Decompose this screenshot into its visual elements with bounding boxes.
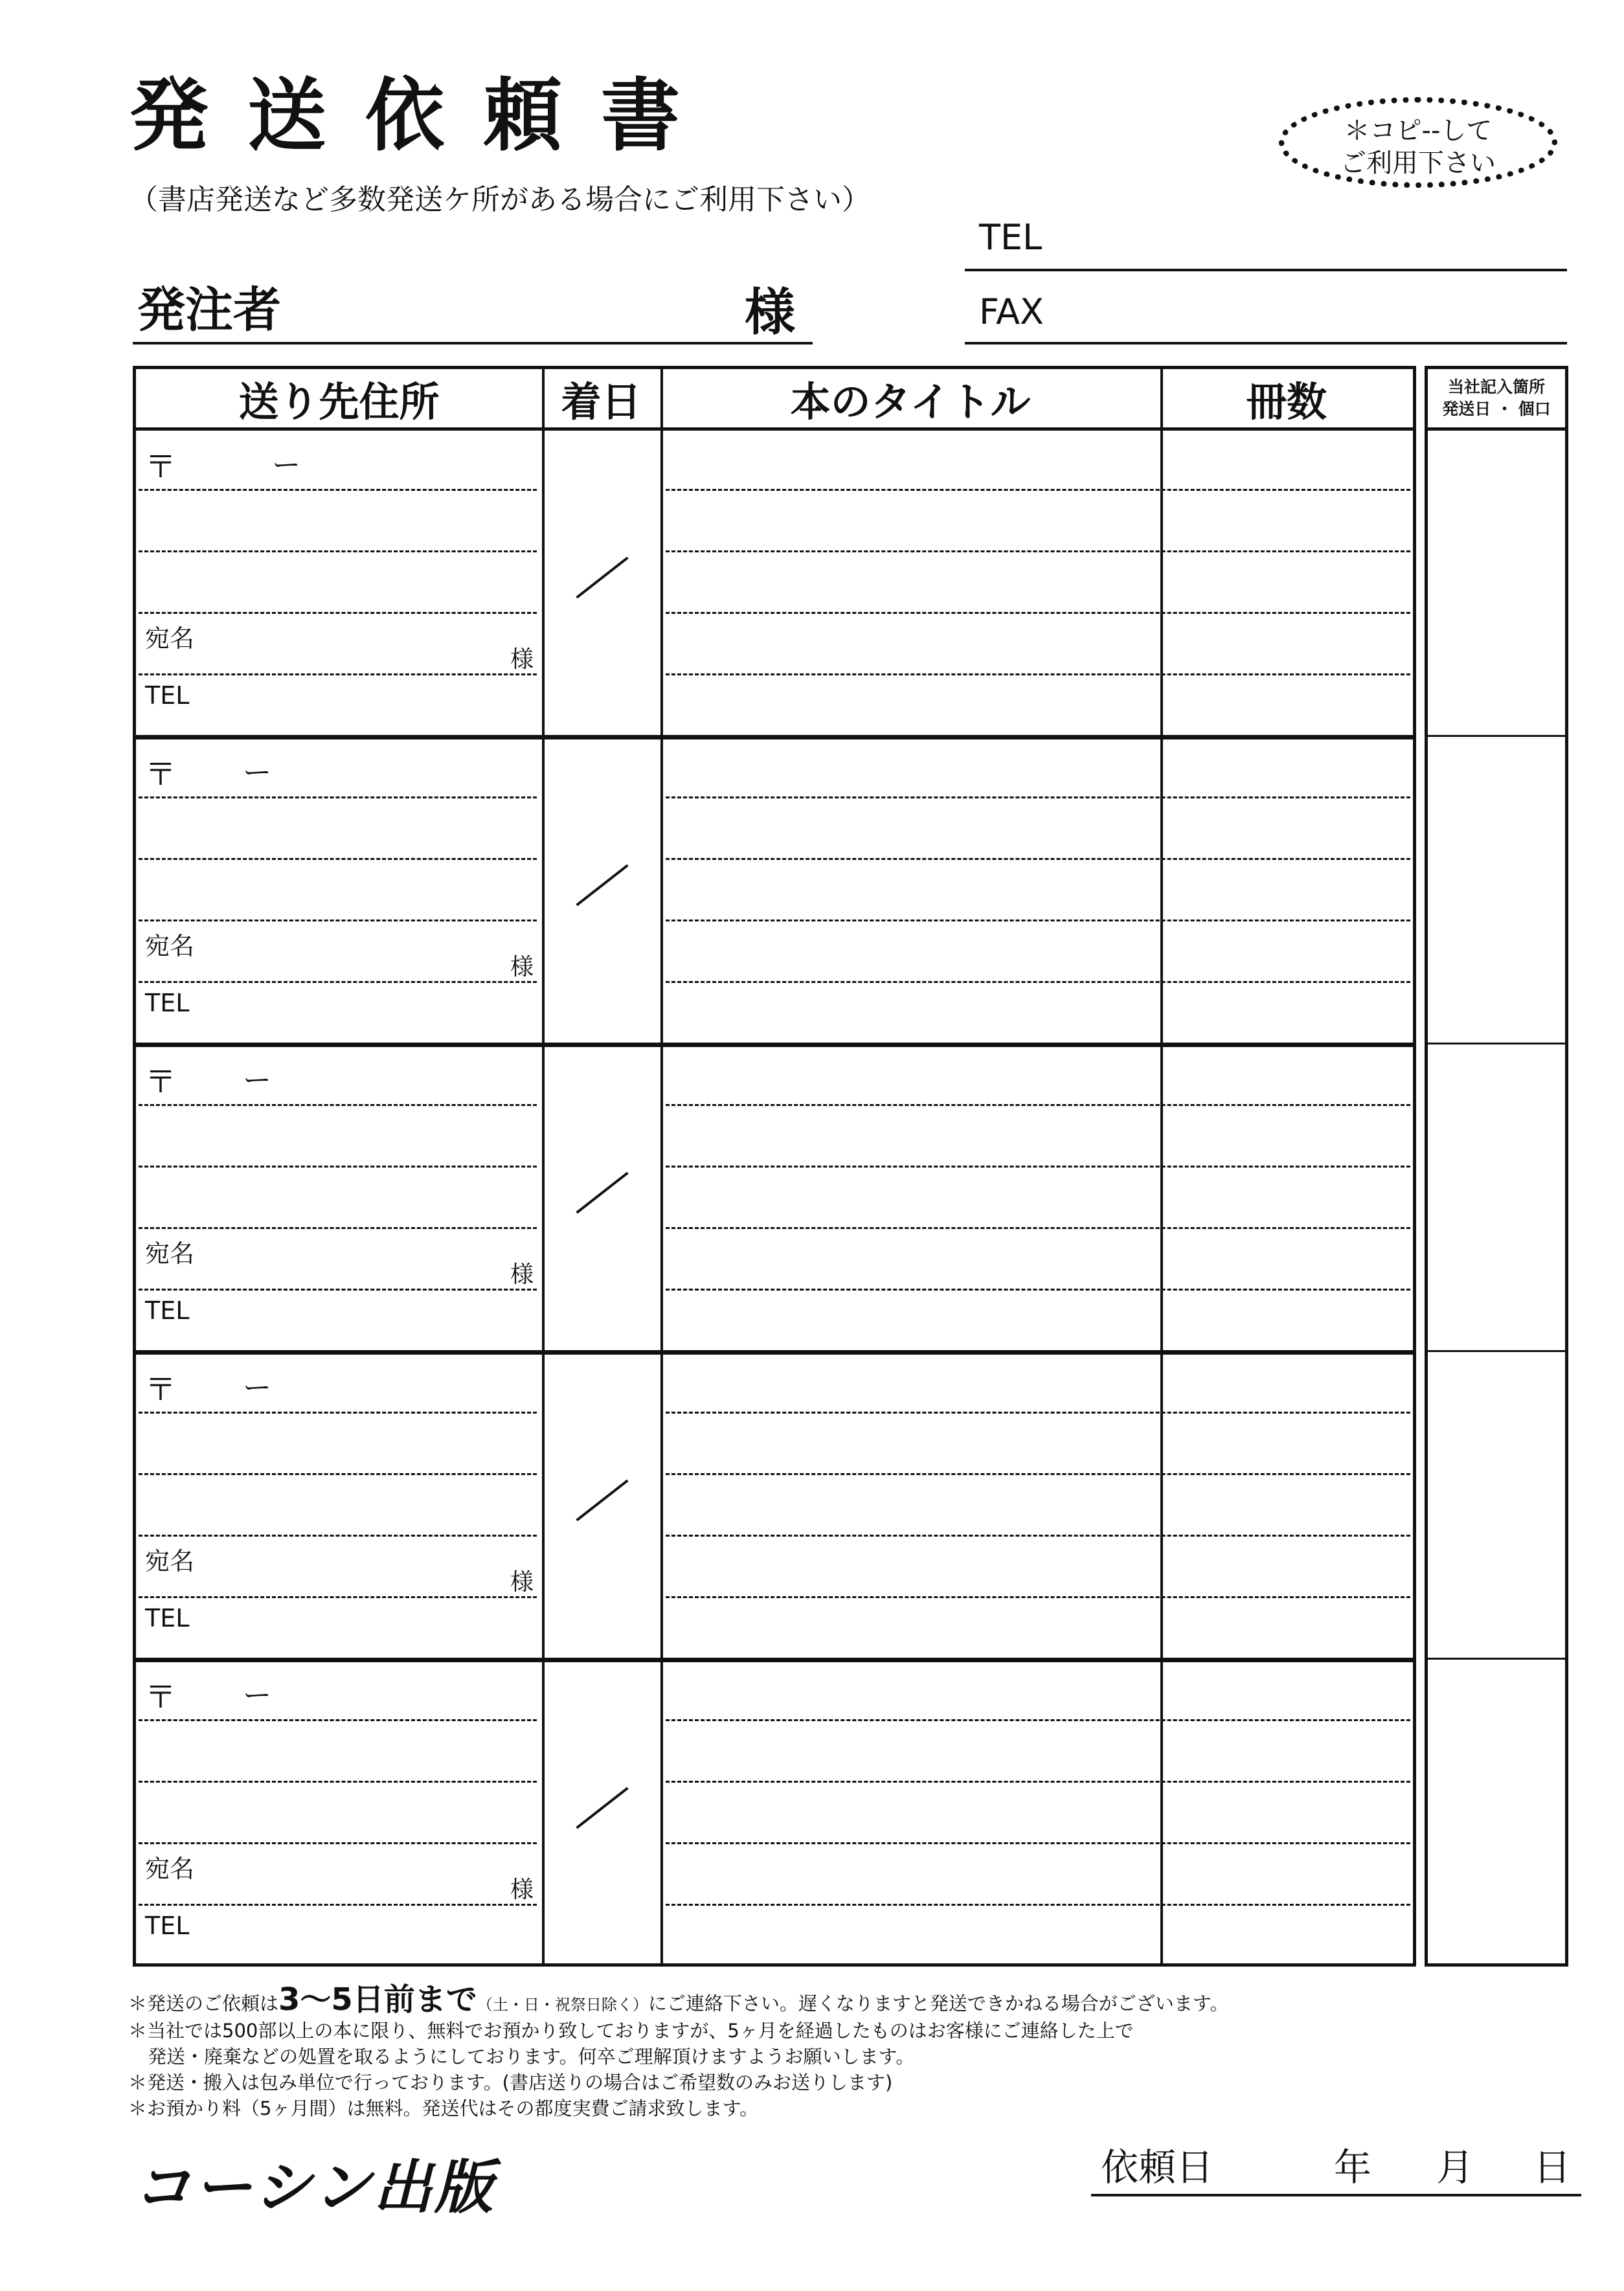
addressee-label: 宛名 — [145, 1855, 195, 1883]
title-rule — [666, 1166, 1410, 1168]
title-rule — [666, 550, 1410, 552]
request-date — [1101, 2137, 1573, 2195]
note-line-2: ＊当社では500部以上の本に限り、無料でお預かり致しておりますが、5ヶ月を経過したものはお客様にご連絡した上で — [128, 2020, 1134, 2042]
entry-divider — [136, 1350, 1413, 1355]
address-rule — [139, 673, 537, 675]
recipient-tel-field[interactable] — [207, 984, 534, 1033]
note-line-1-prefix: ＊発送のご依頼は — [128, 1992, 279, 2015]
postal-code-dash: ー — [243, 756, 271, 789]
title-rule — [666, 1289, 1410, 1291]
recipient-tel-label: TEL — [145, 1912, 190, 1940]
title-rule — [666, 1596, 1410, 1598]
office-use-divider — [1428, 1043, 1565, 1044]
postal-code-field[interactable] — [175, 1360, 531, 1405]
address-rule — [139, 920, 537, 921]
header-copies: 冊数 — [1246, 378, 1327, 425]
address-rule — [139, 1289, 537, 1291]
address-rule — [139, 1904, 537, 1906]
office-use-divider — [1428, 1658, 1565, 1660]
addressee-honorific: 様 — [510, 1877, 534, 1903]
address-rule — [139, 1412, 537, 1414]
header-address: 送り先住所 — [238, 378, 440, 425]
column-divider — [660, 369, 663, 1963]
orderer-label: 発注者 — [137, 282, 281, 338]
address-rule — [139, 1719, 537, 1721]
title-rule — [666, 1719, 1410, 1721]
arrival-date-field[interactable] — [550, 1363, 654, 1642]
publisher-logo: コーシン出版 — [133, 2154, 495, 2222]
orderer-fax-field[interactable] — [965, 342, 1567, 344]
postal-code-field[interactable] — [175, 1667, 531, 1713]
office-use-cell[interactable] — [1434, 434, 1559, 728]
notes-section — [128, 1981, 1229, 2121]
header-book-title: 本のタイトル — [790, 378, 1031, 425]
address-rule — [139, 612, 537, 614]
address-rule — [139, 489, 537, 491]
title-rule — [666, 1781, 1410, 1783]
request-date-field[interactable] — [1091, 2194, 1581, 2196]
recipient-tel-field[interactable] — [207, 1599, 534, 1648]
request-date-month: 月 — [1436, 2145, 1474, 2189]
arrival-date-field[interactable] — [550, 748, 654, 1026]
postal-mark: 〒 — [145, 756, 177, 793]
address-field[interactable] — [141, 492, 536, 609]
office-use-header-divider — [1428, 427, 1565, 431]
entry-divider — [136, 1043, 1413, 1047]
entry-divider — [136, 735, 1413, 739]
recipient-tel-label: TEL — [145, 1296, 190, 1325]
note-line-1-suffix: にご連絡下さい。遅くなりますと発送できかねる場合がございます。 — [648, 1992, 1229, 2015]
office-use-divider — [1428, 735, 1565, 737]
title-rule — [666, 920, 1410, 921]
addressee-label: 宛名 — [145, 1547, 195, 1575]
address-rule — [139, 1227, 537, 1229]
request-date-year: 年 — [1334, 2145, 1372, 2189]
recipient-tel-field[interactable] — [207, 1292, 534, 1340]
orderer-name-field[interactable] — [133, 342, 813, 344]
office-use-cell[interactable] — [1434, 1664, 1559, 1959]
title-rule — [666, 1535, 1410, 1537]
shipping-table — [133, 366, 1416, 1967]
note-line-3: 発送・廃棄などの処置を取るようにしております。何卒ご理解頂けますようお願いします。 — [148, 2046, 915, 2068]
address-rule — [139, 1104, 537, 1106]
orderer-fax-label: FAX — [979, 291, 1044, 332]
recipient-tel-label: TEL — [145, 989, 190, 1017]
office-use-cell[interactable] — [1434, 741, 1559, 1036]
entry-divider — [136, 1658, 1413, 1662]
office-use-table — [1425, 366, 1568, 1967]
title-rule — [666, 858, 1410, 860]
office-use-cell[interactable] — [1434, 1357, 1559, 1651]
title-rule — [666, 1904, 1410, 1906]
title-rule — [666, 1412, 1410, 1414]
postal-mark: 〒 — [145, 1064, 177, 1100]
document-title: 発送依頼書 — [130, 70, 719, 162]
postal-mark: 〒 — [145, 1371, 177, 1408]
title-rule — [666, 673, 1410, 675]
column-divider — [542, 369, 545, 1963]
office-use-cell[interactable] — [1434, 1049, 1559, 1344]
address-rule — [139, 1842, 537, 1844]
address-rule — [139, 1535, 537, 1537]
postal-mark: 〒 — [145, 449, 177, 485]
note-line-5: ＊お預かり料（5ヶ月間）は無料。発送代はその都度実費ご請求致します。 — [128, 2097, 759, 2119]
recipient-tel-field[interactable] — [207, 1907, 534, 1956]
orderer-tel-field[interactable] — [965, 269, 1567, 271]
copy-note-line1: ＊コピ--して — [1344, 116, 1493, 146]
address-field[interactable] — [141, 1415, 536, 1531]
arrival-date-field[interactable] — [550, 1055, 654, 1334]
postal-mark: 〒 — [145, 1679, 177, 1715]
orderer-honorific: 様 — [745, 284, 796, 342]
addressee-label: 宛名 — [145, 1239, 195, 1268]
address-rule — [139, 796, 537, 798]
addressee-label: 宛名 — [145, 932, 195, 960]
address-field[interactable] — [141, 1107, 536, 1224]
title-rule — [666, 1473, 1410, 1475]
office-use-header-line2: 発送日 ・ 個口 — [1442, 400, 1551, 418]
postal-code-field[interactable] — [175, 745, 531, 790]
addressee-label: 宛名 — [145, 624, 195, 653]
addressee-honorific: 様 — [510, 954, 534, 980]
copy-note-badge — [1279, 97, 1557, 188]
title-rule — [666, 796, 1410, 798]
postal-code-dash: ー — [243, 1371, 271, 1405]
note-line-1-paren: （土・日・祝祭日除く） — [477, 1996, 648, 2014]
request-date-day: 日 — [1533, 2145, 1572, 2189]
title-rule — [666, 1227, 1410, 1229]
office-use-header — [1428, 369, 1565, 427]
orderer-tel-label: TEL — [979, 217, 1043, 258]
recipient-tel-label: TEL — [145, 1604, 190, 1632]
address-field[interactable] — [141, 800, 536, 916]
title-rule — [666, 981, 1410, 983]
note-line-4: ＊発送・搬入は包み単位で行っております。(書店送りの場合はご希望数のみお送りします) — [128, 2071, 893, 2094]
address-rule — [139, 981, 537, 983]
recipient-tel-field[interactable] — [207, 677, 534, 725]
postal-code-field[interactable] — [175, 437, 531, 482]
postal-code-dash: ー — [243, 1679, 271, 1712]
postal-code-field[interactable] — [175, 1052, 531, 1098]
note-line-1 — [128, 1981, 1229, 2018]
office-use-header-line1: 当社記入箇所 — [1447, 378, 1545, 396]
addressee-honorific: 様 — [510, 1569, 534, 1596]
title-rule — [666, 489, 1410, 491]
header-divider — [136, 427, 1413, 431]
addressee-honorific: 様 — [510, 646, 534, 673]
postal-code-dash: ー — [243, 1064, 271, 1097]
title-rule — [666, 1104, 1410, 1106]
copy-note-line2: ご利用下さい — [1340, 148, 1496, 178]
request-date-label: 依頼日 — [1101, 2145, 1214, 2189]
title-rule — [666, 612, 1410, 614]
office-use-divider — [1428, 1350, 1565, 1352]
header-arrival-date: 着日 — [561, 378, 642, 425]
arrival-date-field[interactable] — [550, 440, 654, 719]
addressee-honorific: 様 — [510, 1261, 534, 1288]
arrival-date-field[interactable] — [550, 1671, 654, 1949]
title-rule — [666, 1842, 1410, 1844]
address-rule — [139, 1596, 537, 1598]
document-subtitle: （書店発送など多数発送ケ所がある場合にご利用下さい） — [130, 183, 870, 216]
postal-code-dash: ー — [272, 449, 300, 482]
address-field[interactable] — [141, 1722, 536, 1839]
recipient-tel-label: TEL — [145, 681, 190, 710]
note-line-1-deadline: 3〜5日前まで — [278, 1981, 477, 2018]
